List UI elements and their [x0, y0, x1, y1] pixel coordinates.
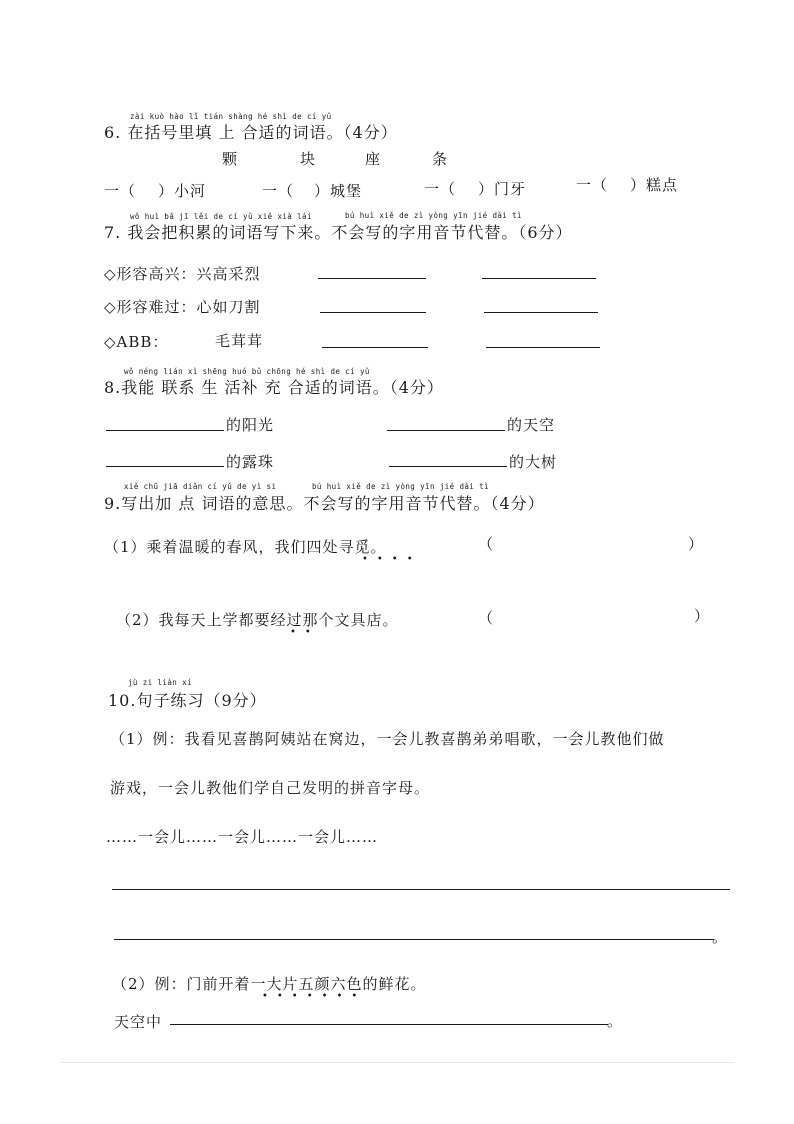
q8-item-1: 的阳光: [226, 416, 275, 434]
emphasis-dots-1: ••••: [362, 554, 422, 565]
q10-title: 10.句子练习（9分）: [108, 691, 267, 710]
q6-blank-2[interactable]: [262, 180, 362, 201]
blank-suffix: ）糕点: [630, 176, 679, 194]
q9-paren-open-2: （: [478, 609, 495, 627]
blank-suffix: ）门牙: [478, 180, 527, 198]
q7-row-3-answer-2[interactable]: [486, 347, 600, 348]
q10-pattern: ……一会儿……一会儿……一会儿……: [106, 828, 379, 846]
q7-pinyin-a: wǒ huì bǎ jī lěi de cí yǔ xiě xià lái: [130, 212, 312, 221]
q8-answer-3[interactable]: [106, 466, 224, 467]
q7-row-2-answer-2[interactable]: [484, 312, 598, 313]
q9-sentence-2: （2）我每天上学都要经过那个文具店。: [116, 611, 399, 629]
q10-example-1-line-2: 游戏，一会儿教他们学自己发明的拼音字母。: [110, 779, 431, 797]
page-divider: [60, 1062, 734, 1063]
q6-blank-3[interactable]: [424, 178, 526, 199]
q7-row-3-example: 毛茸茸: [215, 332, 264, 350]
q6-word-3: 座: [365, 150, 382, 168]
q7-row-1-answer-1[interactable]: [318, 278, 426, 279]
q6-pinyin: zài kuò hào lǐ tián shàng hé shì de cí yǔ: [130, 112, 332, 121]
q9-paren-open-1: （: [478, 535, 495, 553]
q7-row-2-answer-1[interactable]: [320, 312, 426, 313]
q10-answer-line-3[interactable]: [170, 1024, 608, 1025]
q8-title: 8.我能 联系 生 活补 充 合适的词语。（4分）: [104, 378, 444, 397]
q6-title: 6. 在括号里填 上 合适的词语。（4分）: [104, 123, 398, 142]
q8-item-4: 的大树: [509, 453, 558, 471]
q10-example-2: （2）例：门前开着一大片五颜六色的鲜花。: [112, 975, 427, 993]
emphasis-dots-2: ••: [290, 627, 320, 638]
q10-answer-period-2: 。: [607, 1012, 624, 1030]
q8-answer-1[interactable]: [106, 430, 224, 431]
q7-title: 7. 我会把积累的词语写下来。不会写的字用音节代替。（6分）: [104, 223, 573, 242]
blank-prefix: 一（: [104, 182, 137, 200]
blank-suffix: ）小河: [158, 182, 207, 200]
q9-paren-close-1: ）: [688, 535, 705, 553]
q8-item-2: 的天空: [507, 416, 556, 434]
q7-pinyin-b: bú huì xiě de zì yòng yīn jié dài tì: [345, 211, 522, 220]
q9-sentence-1: （1）乘着温暖的春风，我们四处寻觅。: [104, 538, 387, 556]
q8-pinyin: wǒ néng lián xì shēng huó bǔ chōng hé shì de cí yǔ: [124, 367, 370, 376]
q8-answer-2[interactable]: [387, 430, 505, 431]
q6-word-1: 颗: [222, 150, 239, 168]
q6-word-4: 条: [432, 150, 449, 168]
q7-row-1-answer-2[interactable]: [482, 278, 596, 279]
blank-prefix: 一（: [262, 182, 295, 200]
q10-example-2-prompt: 天空中: [114, 1013, 163, 1031]
q10-answer-period-1: 。: [712, 928, 729, 946]
q8-answer-4[interactable]: [389, 466, 507, 467]
q7-row-3-label: ◇ABB：: [104, 333, 169, 351]
blank-prefix: 一（: [424, 180, 457, 198]
q8-item-3: 的露珠: [226, 453, 275, 471]
q9-paren-close-2: ）: [694, 607, 711, 625]
q9-title: 9.写出加 点 词语的意思。不会写的字用音节代替。（4分）: [104, 494, 545, 513]
q10-example-1-line-1: （1）例：我看见喜鹊阿姨站在窝边，一会儿教喜鹊弟弟唱歌，一会儿教他们做: [110, 730, 665, 748]
q6-word-2: 块: [300, 150, 317, 168]
q6-blank-4[interactable]: [576, 174, 678, 195]
q7-row-1-label: ◇形容高兴：兴高采烈: [104, 265, 261, 283]
q10-pinyin: jù zi liàn xí: [128, 678, 192, 687]
emphasis-dots-3: •••••••: [262, 991, 367, 1002]
q9-pinyin-a: xiě chū jiā diǎn cí yǔ de yì si: [124, 482, 277, 491]
q9-pinyin-b: bú huì xiě de zì yòng yīn jié dài tì: [312, 482, 489, 491]
q10-answer-line-2[interactable]: [114, 939, 714, 940]
q7-row-2-label: ◇形容难过：心如刀割: [104, 298, 261, 316]
blank-prefix: 一（: [576, 176, 609, 194]
q7-row-3-answer-1[interactable]: [322, 347, 428, 348]
q6-blank-1[interactable]: [104, 180, 206, 201]
blank-suffix: ）城堡: [314, 182, 363, 200]
q10-answer-line-1[interactable]: [112, 889, 730, 890]
